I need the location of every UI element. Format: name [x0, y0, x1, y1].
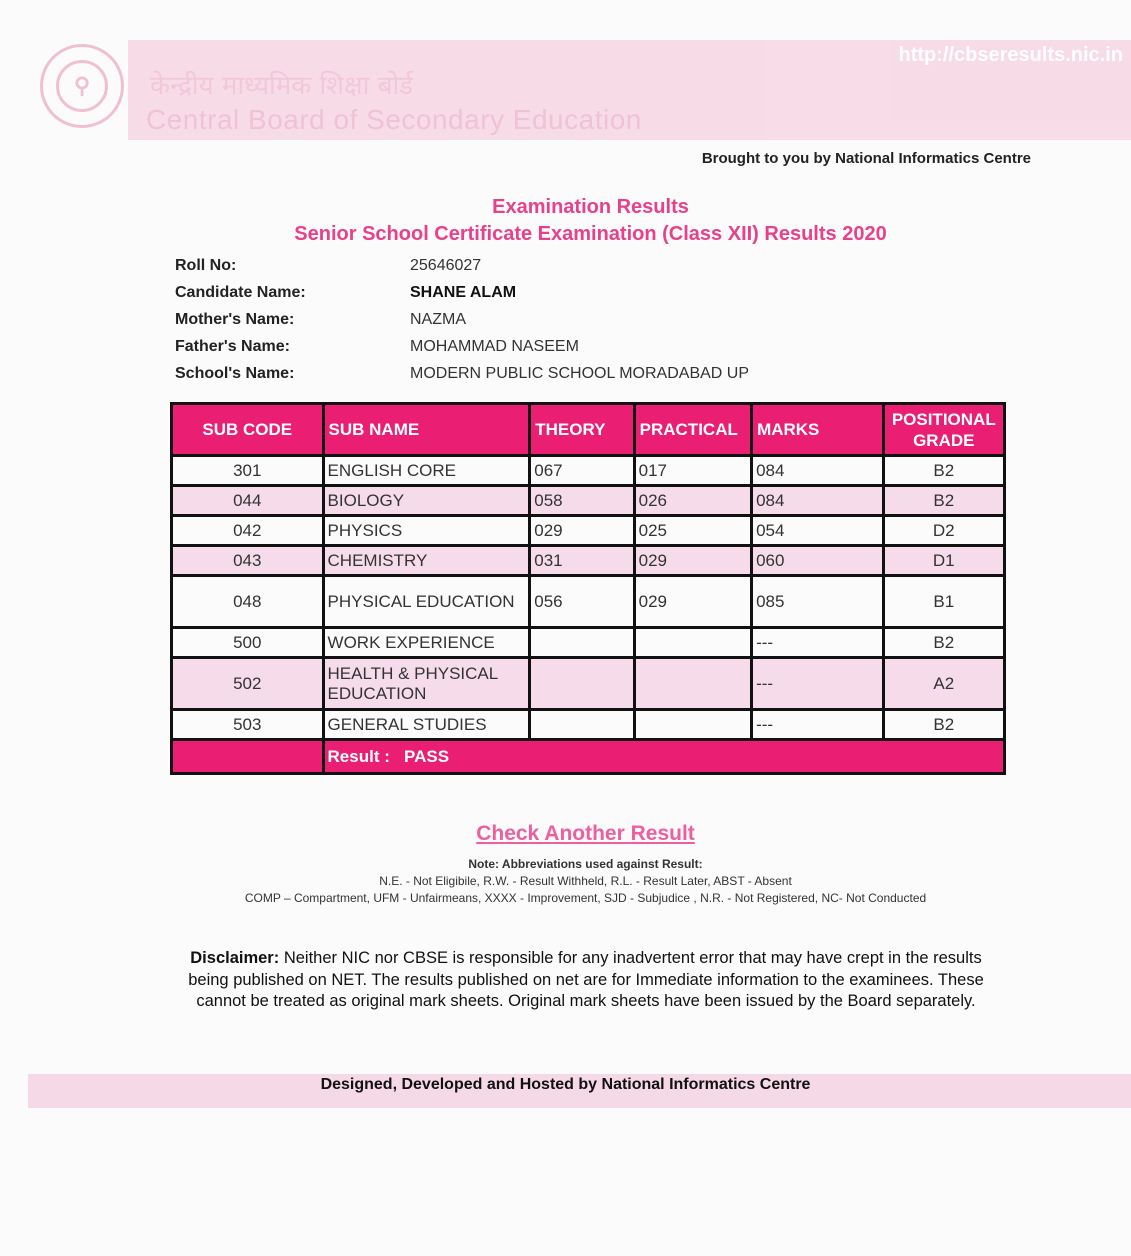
header-sub-code: SUB CODE	[172, 404, 324, 456]
marks-cell: ---	[752, 628, 883, 658]
theory-cell: 058	[530, 486, 634, 516]
info-row-mother	[175, 306, 749, 333]
footer-text: Designed, Developed and Hosted by National Informatics Centre	[320, 1076, 811, 1093]
board-name: Central Board of Secondary Education	[146, 104, 642, 135]
info-label: Roll No:	[175, 256, 237, 274]
table-row	[172, 546, 1005, 576]
brought-by-text: Brought to you by National Informatics Centre	[701, 150, 1031, 167]
practical-cell	[634, 658, 751, 710]
header-sub-name: SUB NAME	[323, 404, 530, 456]
result-row	[172, 740, 1005, 774]
result-label: Result :	[327, 746, 390, 766]
table-row	[172, 576, 1005, 628]
page-titles	[0, 196, 1131, 246]
sub-name-cell: HEALTH & PHYSICAL EDUCATION	[323, 658, 530, 710]
grade-cell: B1	[883, 576, 1004, 628]
practical-cell: 017	[634, 456, 751, 486]
disclaimer-label: Disclaimer:	[190, 949, 280, 967]
notes-line: COMP – Compartment, UFM - Unfairmeans, XXXX - Improvement, SJD - Subjudice , N.R. - Not Registered, NC- Not Conducted	[244, 891, 927, 905]
info-label: Candidate Name:	[175, 283, 306, 301]
sub-name-cell: CHEMISTRY	[323, 546, 530, 576]
check-another-result-link[interactable]: Check Another Result	[476, 822, 695, 845]
marks-cell: ---	[752, 710, 883, 740]
result-spacer-cell	[172, 740, 324, 774]
grade-cell: B2	[883, 456, 1004, 486]
info-value: MODERN PUBLIC SCHOOL MORADABAD UP	[410, 364, 750, 382]
grade-cell: D1	[883, 546, 1004, 576]
marks-cell: ---	[752, 658, 883, 710]
theory-cell	[530, 628, 634, 658]
grade-cell: B2	[883, 628, 1004, 658]
practical-cell: 029	[634, 546, 751, 576]
notes-line: N.E. - Not Eligibile, R.W. - Result Withheld, R.L. - Result Later, ABST - Absent	[379, 874, 792, 888]
cbse-logo-icon: ⚲	[40, 44, 124, 128]
grade-cell: A2	[883, 658, 1004, 710]
marks-cell: 085	[752, 576, 883, 628]
table-row	[172, 516, 1005, 546]
info-value: SHANE ALAM	[410, 283, 517, 301]
sub-code-cell: 044	[172, 486, 324, 516]
practical-cell	[634, 710, 751, 740]
sub-code-cell: 043	[172, 546, 324, 576]
disclaimer-text: Neither NIC nor CBSE is responsible for any inadvertent error that may have crept in the results being published on NET. The results published on net are for Immediate information to the examinees. These cannot be treated as original mark sheets. Original mark sheets have been issued by the Board separately.	[188, 949, 984, 1010]
exam-subtitle: Senior School Certificate Examination (Class XII) Results 2020	[294, 223, 887, 245]
marks-cell: 054	[752, 516, 883, 546]
table-row	[172, 486, 1005, 516]
info-label: Father's Name:	[175, 337, 290, 355]
theory-cell	[530, 658, 634, 710]
info-value: 25646027	[410, 256, 482, 274]
theory-cell: 067	[530, 456, 634, 486]
info-value: MOHAMMAD NASEEM	[410, 337, 579, 355]
info-label: School's Name:	[175, 364, 295, 382]
result-cell	[323, 740, 1004, 774]
table-row	[172, 456, 1005, 486]
practical-cell: 025	[634, 516, 751, 546]
header-banner	[128, 40, 1131, 140]
grade-cell: B2	[883, 710, 1004, 740]
results-table	[170, 402, 1006, 775]
sub-code-cell: 048	[172, 576, 324, 628]
sub-name-cell: BIOLOGY	[323, 486, 530, 516]
board-hindi-title: केन्द्रीय माध्यमिक शिक्षा बोर्ड	[150, 71, 414, 101]
sub-name-cell: GENERAL STUDIES	[323, 710, 530, 740]
header-theory: THEORY	[530, 404, 634, 456]
site-url: http://cbseresults.nic.in	[898, 44, 1123, 66]
sub-code-cell: 503	[172, 710, 324, 740]
notes-title: Note: Abbreviations used against Result:	[468, 857, 703, 871]
table-header-row	[172, 404, 1005, 456]
sub-code-cell: 500	[172, 628, 324, 658]
practical-cell: 029	[634, 576, 751, 628]
abbreviation-notes	[0, 857, 1131, 908]
marks-cell: 084	[752, 456, 883, 486]
theory-cell: 056	[530, 576, 634, 628]
info-row-father	[175, 333, 749, 360]
info-label: Mother's Name:	[175, 310, 295, 328]
info-row-school	[175, 360, 749, 387]
sub-code-cell: 042	[172, 516, 324, 546]
sub-name-cell: WORK EXPERIENCE	[323, 628, 530, 658]
disclaimer	[170, 948, 1002, 1013]
info-value: NAZMA	[410, 310, 466, 328]
info-row-roll	[175, 252, 749, 279]
marks-cell: 084	[752, 486, 883, 516]
result-value: PASS	[404, 746, 450, 766]
header-practical: PRACTICAL	[634, 404, 751, 456]
header-marks: MARKS	[752, 404, 883, 456]
grade-cell: B2	[883, 486, 1004, 516]
candidate-info	[175, 252, 749, 387]
header-grade: POSITIONAL GRADE	[883, 404, 1004, 456]
theory-cell: 031	[530, 546, 634, 576]
marks-cell: 060	[752, 546, 883, 576]
page-title: Examination Results	[492, 196, 689, 218]
theory-cell: 029	[530, 516, 634, 546]
sub-code-cell: 502	[172, 658, 324, 710]
sub-name-cell: ENGLISH CORE	[323, 456, 530, 486]
table-row	[172, 710, 1005, 740]
grade-cell: D2	[883, 516, 1004, 546]
table-row	[172, 658, 1005, 710]
practical-cell: 026	[634, 486, 751, 516]
sub-name-cell: PHYSICAL EDUCATION	[323, 576, 530, 628]
sub-name-cell: PHYSICS	[323, 516, 530, 546]
table-row	[172, 628, 1005, 658]
theory-cell	[530, 710, 634, 740]
info-row-candidate	[175, 279, 749, 306]
sub-code-cell: 301	[172, 456, 324, 486]
practical-cell	[634, 628, 751, 658]
